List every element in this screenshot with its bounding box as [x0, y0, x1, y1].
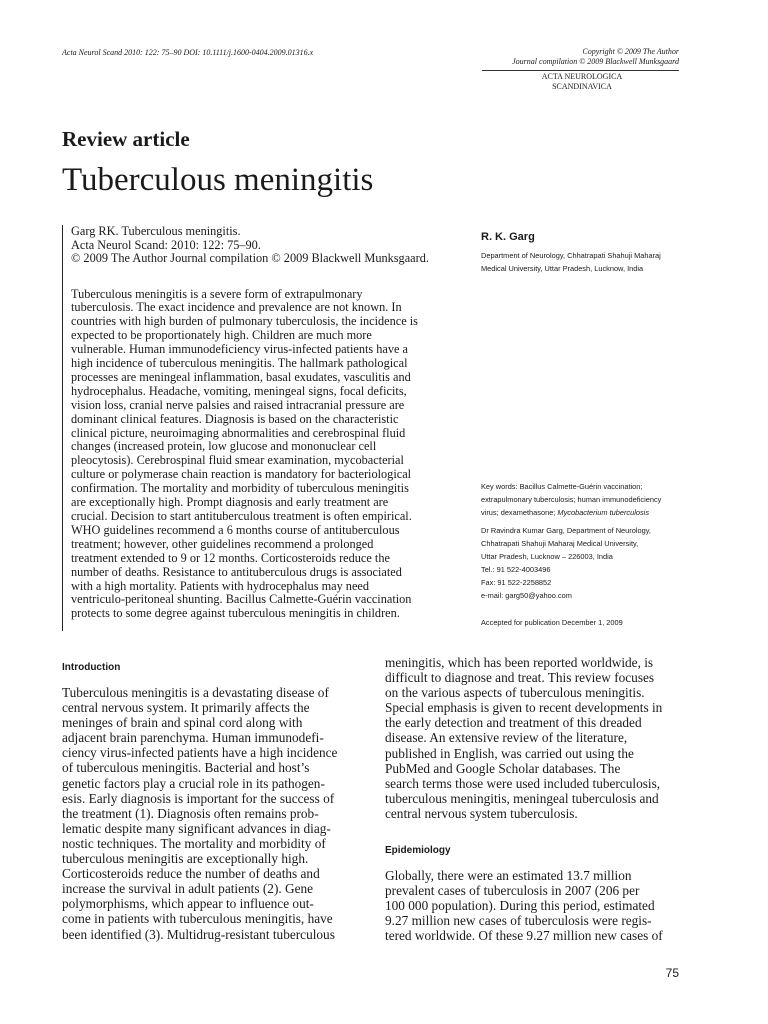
text-line: search terms those were used included tuberculosis, [385, 775, 661, 791]
text-line: meningitis, which has been reported worldwide, is [385, 655, 654, 670]
abstract-line: pleocytosis). Cerebrospinal fluid smear examination, mycobacterial [71, 453, 404, 468]
text-line: tered worldwide. Of these 9.27 million new cases of [385, 928, 663, 944]
telephone: Tel.: 91 522-4003496 [481, 565, 551, 574]
text-line: Tuberculous meningitis is a devastating disease of [62, 685, 329, 700]
left-column [62, 662, 356, 942]
keywords-text: virus; dexamethasone; [481, 508, 558, 517]
abstract-line: vulnerable. Human immunodeficiency virus-infected patients have a [71, 342, 409, 357]
text-line: nostic techniques. The mortality and morbidity of [62, 835, 326, 851]
accepted-date: Accepted for publication December 1, 2009 [481, 618, 623, 627]
copyright-line: Journal compilation © 2009 Blackwell Munksgaard [512, 56, 679, 66]
abstract-line: vision loss, cranial nerve palsies and raised intracranial pressure are [71, 397, 405, 412]
abstract-line: treatment extended to 9 or 12 months. Corticosteroids reduce the [71, 550, 390, 565]
text-line: 100 000 population). During this period, estimated [385, 898, 655, 914]
text-line: adjacent brain parenchyma. Human immunodefi- [62, 730, 324, 746]
copyright-notice [512, 47, 679, 66]
correspondence-line: Dr Ravindra Kumar Garg, Department of Neurology, [481, 526, 651, 535]
text-line: increase the survival in adult patients (2). Gene [62, 881, 314, 897]
abstract-line: dominant clinical features. Diagnosis is based on the characteristic [71, 411, 399, 426]
abstract-line: number of deaths. Resistance to antituberculous drugs is associated [71, 564, 402, 579]
abstract-line: crucial. Decision to start antituberculous treatment is often empirical. [71, 509, 412, 523]
text-line: come in patients with tuberculous meningitis, have [62, 911, 333, 927]
abstract-line: high incidence of tuberculous meningitis. The hallmark pathological [71, 356, 408, 371]
text-line: on the various aspects of tuberculous meningitis. [385, 685, 645, 701]
abstract-line: changes (increased protein, low glucose and mononuclear cell [71, 439, 377, 454]
citation-line: Acta Neurol Scand: 2010: 122: 75–90. [71, 237, 261, 252]
page-number: 75 [665, 966, 679, 980]
keywords-italic-text: Mycobacterium tuberculosis [557, 508, 650, 517]
journal-name [482, 72, 682, 91]
keywords-line [481, 506, 691, 519]
article-type: Review article [62, 127, 190, 151]
text-line: published in English, was carried out using the [385, 745, 634, 761]
introduction-text [62, 685, 356, 942]
abstract-line: hydrocephalus. Headache, vomiting, meningeal signs, focal deficits, [71, 383, 407, 398]
abstract-line: countries with high burden of pulmonary tuberculosis, the incidence is [71, 314, 418, 329]
copyright-line: Copyright © 2009 The Author [582, 47, 679, 56]
running-citation: Acta Neurol Scand 2010: 122: 75–90 DOI: 10.1111/j.1600-0404.2009.01316.x [62, 48, 314, 57]
section-heading-epidemiology: Epidemiology [385, 845, 451, 857]
author-info [481, 231, 691, 276]
epidemiology-text [385, 868, 680, 943]
email: e-mail: garg50@yahoo.com [481, 591, 572, 600]
text-line: central nervous system tuberculosis. [385, 805, 578, 821]
journal-name-line: SCANDINAVICA [552, 81, 612, 91]
text-line: of tuberculous meningitis. Bacterial and host’s [62, 760, 310, 776]
fax: Fax: 91 522-2258852 [481, 578, 552, 587]
affiliation-line: Medical University, Uttar Pradesh, Lucknow, India [481, 264, 644, 274]
author-affiliation [481, 249, 691, 276]
text-line: Corticosteroids reduce the number of deaths and [62, 866, 320, 882]
abstract-line: WHO guidelines recommend a 6 months course of antituberculous [71, 522, 400, 537]
text-line: the treatment (1). Diagnosis often remains prob- [62, 805, 319, 821]
text-line: 9.27 million new cases of tuberculosis were regis- [385, 913, 652, 929]
affiliation-line: Department of Neurology, Chhatrapati Shahuji Maharaj [481, 251, 661, 260]
correspondence-line: Chhatrapati Shahuji Maharaj Medical University, [481, 539, 639, 548]
abstract-line: are exceptionally high. Prompt diagnosis and early treatment are [71, 495, 389, 510]
introduction-continued [385, 655, 680, 821]
section-heading-introduction: Introduction [62, 662, 121, 673]
abstract-line: protects to some degree against tuberculous meningitis in children. [71, 606, 400, 621]
abstract-line: confirmation. The mortality and morbidity of tuberculous meningitis [71, 481, 409, 496]
text-line: esis. Early diagnosis is important for the success of [62, 790, 335, 806]
abstract-line: expected to be proportionately high. Children are much more [71, 328, 372, 343]
right-column [385, 655, 680, 944]
text-line: meninges of brain and spinal cord along with [62, 715, 303, 731]
abstract-line: treatment; however, other guidelines recommend a prolonged [71, 536, 374, 551]
keywords-line: Key words: Bacillus Calmette-Guérin vaccination; [481, 482, 643, 491]
text-line: tuberculous meningitis, meningeal tuberculosis and [385, 790, 659, 806]
keywords [481, 480, 691, 519]
text-line: lematic despite many significant advances in diag- [62, 820, 331, 836]
citation-block [71, 225, 477, 266]
correspondence-line: Uttar Pradesh, Lucknow – 226003, India [481, 552, 613, 561]
abstract-line: culture or polymerase chain reaction is mandatory for bacteriological [71, 467, 412, 482]
keywords-line: extrapulmonary tuberculosis; human immunodeficiency [481, 495, 662, 504]
text-line: prevalent cases of tuberculosis in 2007 (206 per [385, 883, 640, 899]
abstract-line: processes are meningeal inflammation, basal exudates, vasculitis and [71, 369, 411, 384]
citation-line: © 2009 The Author Journal compilation © 2009 Blackwell Munksgaard. [71, 251, 429, 265]
author-name: R. K. Garg [481, 231, 535, 243]
text-line: Globally, there were an estimated 13.7 million [385, 868, 632, 884]
abstract-line: clinical picture, neuroimaging abnormalities and cerebrospinal fluid [71, 425, 406, 440]
abstract-block [62, 225, 477, 631]
text-line: central nervous system. It primarily affects the [62, 700, 310, 716]
text-line: difficult to diagnose and treat. This review focuses [385, 670, 655, 686]
text-line: been identified (3). Multidrug-resistant tuberculous [62, 926, 335, 942]
article-title: Tuberculous meningitis [62, 162, 374, 198]
correspondence-address [481, 524, 691, 602]
abstract-line: Tuberculous meningitis is a severe form of extrapulmonary [71, 286, 363, 301]
text-line: the early detection and treatment of this dreaded [385, 715, 642, 731]
text-line: ciency virus-infected patients have a high incidence [62, 745, 338, 761]
journal-name-line: ACTA NEUROLOGICA [541, 72, 623, 81]
text-line: PubMed and Google Scholar databases. The [385, 760, 621, 776]
text-line: Special emphasis is given to recent developments in [385, 700, 663, 716]
text-line: disease. An extensive review of the literature, [385, 730, 628, 746]
abstract-line: with a high mortality. Patients with hydrocephalus may need [71, 578, 370, 593]
text-line: polymorphisms, which appear to influence out- [62, 896, 314, 912]
abstract-text [71, 288, 477, 622]
text-line: tuberculous meningitis are exceptionally high. [62, 851, 309, 867]
abstract-line: ventriculo-peritoneal shunting. Bacillus Calmette-Guérin vaccination [71, 592, 412, 607]
citation-line: Garg RK. Tuberculous meningitis. [71, 224, 241, 238]
journal-rule [482, 70, 679, 71]
abstract-line: tuberculosis. The exact incidence and prevalence are not known. In [71, 300, 402, 315]
text-line: genetic factors play a crucial role in its pathogen- [62, 775, 325, 791]
